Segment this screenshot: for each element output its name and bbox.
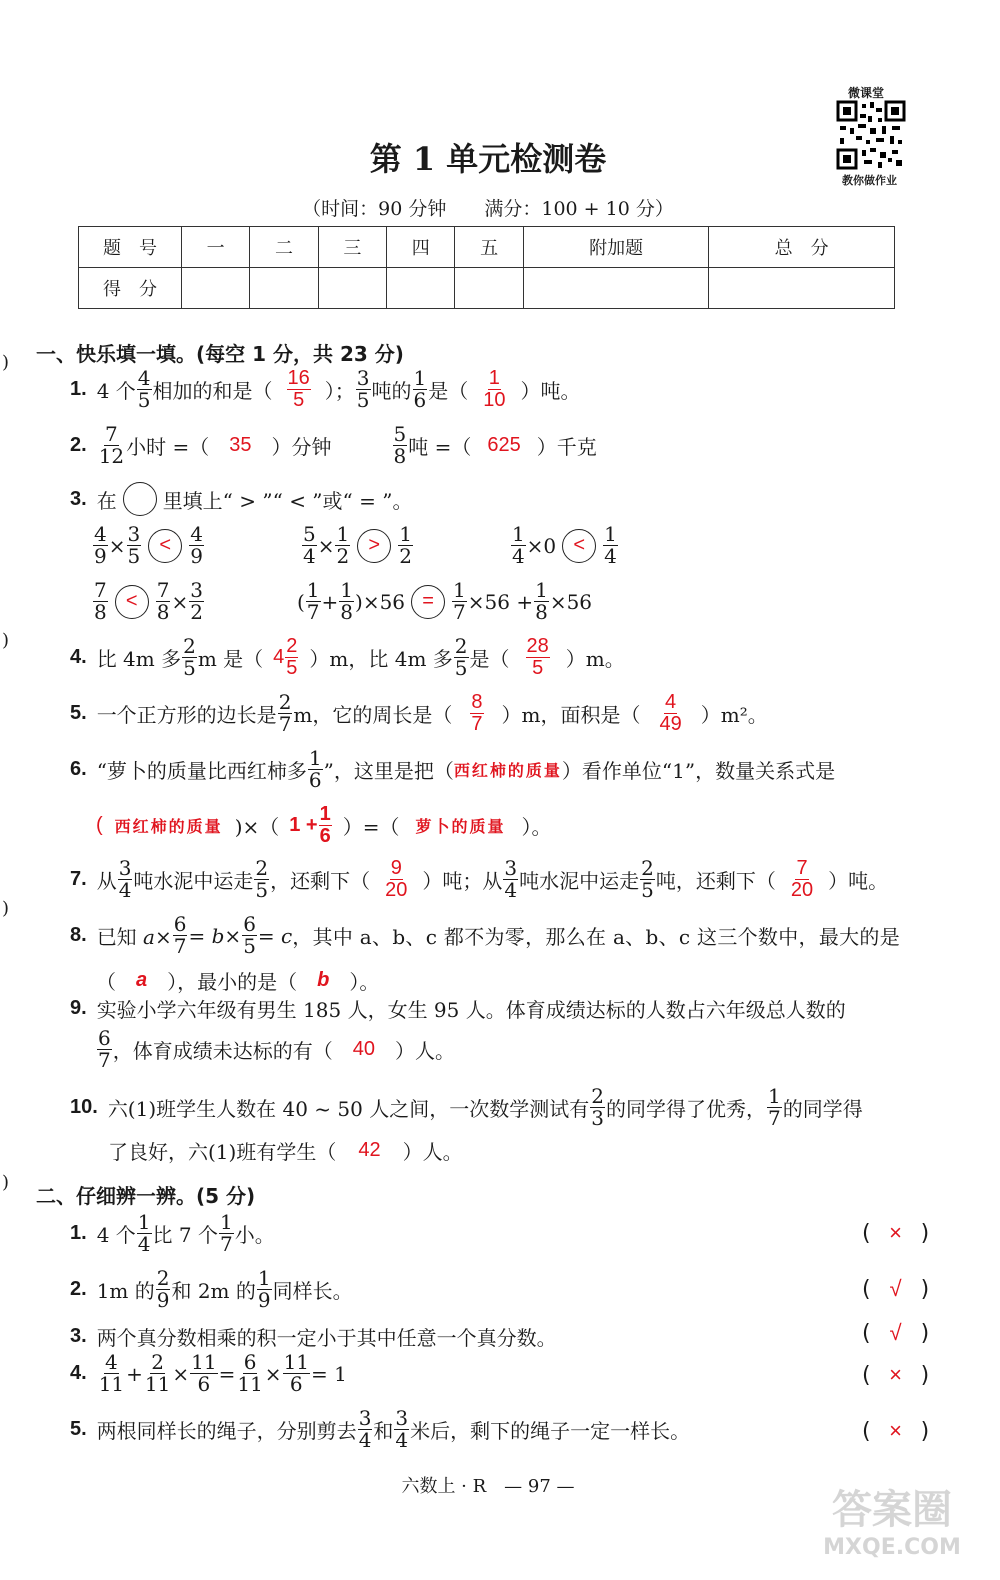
answer-q8-b: b bbox=[317, 969, 330, 991]
score-table-cell: 三 bbox=[318, 227, 386, 268]
binding-mark: ) bbox=[2, 898, 10, 919]
judge-answer-5: ( × ) bbox=[862, 1418, 930, 1444]
judge-item-5: 5. 两根同样长的绳子，分别剪去 $\frac{3}{4}$ 和 $\frac{3}{4}$ 米后，剩下的绳子一定一样长。 bbox=[70, 1406, 691, 1452]
question-2: 2. $\frac{7}{12}$ 小时 =（ 35 ）分钟 $\frac{5}{8}$ 吨 =（ 625 ）千克 bbox=[70, 422, 597, 468]
score-table-cell: 二 bbox=[250, 227, 318, 268]
section1-heading: 一、快乐填一填。(每空 1 分，共 23 分) bbox=[36, 342, 404, 366]
binding-mark: ) bbox=[2, 1172, 10, 1193]
judge-item-1: 1. 4 个 $\frac{1}{4}$ 比 7 个 $\frac{1}{7}$ 小。 bbox=[70, 1210, 275, 1256]
score-table-cell: 五 bbox=[455, 227, 523, 268]
judge-item-4: 4. $\frac{4}{11}$ + $\frac{2}{11}$ × $\frac{11}{6}$ = $\frac{6}{11}$ × $\frac{11}{6}$ = 1 bbox=[70, 1350, 347, 1396]
question-6-text-end: ）看作单位“1”，数量关系式是 bbox=[561, 759, 836, 783]
question-number: 1. bbox=[70, 378, 87, 400]
compare-row-1: $\frac{4}{9}$ × $\frac{3}{5}$ < $\frac{4}{9}$ $\frac{5}{4}$ × $\frac{1}{2}$ > $\frac{1}{2}$ $\frac{1}{4}$ ×0 < $\frac{1}{4}$ bbox=[94, 522, 617, 568]
question-number: 2. bbox=[70, 1278, 87, 1300]
judge-item-2: 2. 1m 的 $\frac{2}{9}$ 和 2m 的 $\frac{1}{9}$ 同样长。 bbox=[70, 1266, 353, 1312]
answer-q1-b: $\frac{1}{10}$ bbox=[483, 367, 506, 411]
qr-label-top: 微课堂 bbox=[848, 86, 885, 100]
score-table-score-row bbox=[79, 268, 895, 309]
answer-q10: 42 bbox=[358, 1139, 381, 1161]
score-table-cell: 总 分 bbox=[709, 227, 895, 268]
watermark-text: 答案圈 bbox=[832, 1487, 952, 1533]
question-number: 8. bbox=[70, 924, 87, 946]
page-title: 第 1 单元检测卷 bbox=[369, 140, 607, 178]
answer-q5-b: $\frac{4}{49}$ bbox=[659, 691, 682, 735]
score-input-cell[interactable] bbox=[182, 268, 250, 309]
judge-item-5-text: 米后，剩下的绳子一定一样长。 bbox=[410, 1419, 691, 1443]
judge-answer-3: ( √ ) bbox=[862, 1320, 930, 1346]
question-number: 5. bbox=[70, 702, 87, 724]
binding-mark: ) bbox=[2, 352, 10, 373]
question-10: 10. 六(1)班学生人数在 40 ~ 50 人之间，一次数学测试有 $\frac{2}{3}$ 的同学得了优秀， $\frac{1}{7}$ 的同学得 bbox=[70, 1084, 863, 1130]
score-table-cell: 一 bbox=[182, 227, 250, 268]
score-input-cell[interactable] bbox=[455, 268, 523, 309]
score-table-cell: 得 分 bbox=[79, 268, 182, 309]
question-6-line2: ( 西红柿的质量 )×（ 1 + $\frac{1}{6}$ ）=（ 萝卜的质量 ）。 bbox=[96, 803, 552, 847]
score-table-cell: 题 号 bbox=[79, 227, 182, 268]
answer-q8-a: a bbox=[136, 969, 148, 991]
compare-row-2: $\frac{7}{8}$ < $\frac{7}{8}$ × $\frac{3}{2}$ ( $\frac{1}{7}$ + $\frac{1}{8}$ )×56 = $\frac{1}{7}$ ×56 + $\frac{1}{8}$ ×56 bbox=[94, 578, 593, 624]
question-9 bbox=[70, 994, 846, 1023]
question-8-line2: （ a ），最小的是（ b ）。 bbox=[96, 969, 380, 994]
score-input-cell[interactable] bbox=[250, 268, 318, 309]
answer-q3-2: > bbox=[357, 529, 391, 563]
question-number: 9. bbox=[70, 997, 87, 1019]
answer-q3-5: = bbox=[411, 585, 445, 619]
blank-circle-icon bbox=[123, 482, 157, 516]
judge-answer-2: ( √ ) bbox=[862, 1276, 930, 1302]
judge-answer-4: ( × ) bbox=[862, 1362, 930, 1388]
score-table-cell: 附加题 bbox=[523, 227, 709, 268]
watermark-logo bbox=[812, 1478, 972, 1568]
question-number: 2. bbox=[70, 434, 87, 456]
question-10-line2: 了良好，六(1)班有学生（ 42 ）人。 bbox=[108, 1136, 463, 1165]
answer-q4-a: 4 $\frac{2}{5}$ bbox=[273, 635, 298, 679]
question-number: 7. bbox=[70, 868, 87, 890]
question-4: 4. 比 4m 多 $\frac{2}{5}$ m 是（ 4 $\frac{2}{5}$ ）m，比 4m 多 $\frac{2}{5}$ 是（ $\frac{28}{5}$ ）m。 bbox=[70, 634, 625, 680]
score-table bbox=[78, 226, 895, 309]
watermark-url: MXQE.COM bbox=[823, 1535, 961, 1560]
answer-q3-4: < bbox=[115, 585, 149, 619]
answer-q6-b: 西红柿的质量 bbox=[114, 817, 223, 836]
question-10-text: 六(1)班学生人数在 40 ~ 50 人之间，一次数学测试有 bbox=[107, 1097, 590, 1121]
question-10-text-end: 的同学得 bbox=[782, 1097, 863, 1121]
judge-item-5-text: 和 bbox=[373, 1419, 394, 1443]
question-5: 5. 一个正方形的边长是 $\frac{2}{7}$ m，它的周长是（ $\frac{8}{7}$ ）m，面积是（ $\frac{4}{49}$ ）m²。 bbox=[70, 690, 768, 736]
binding-mark: ) bbox=[2, 630, 10, 651]
question-number: 6. bbox=[70, 758, 87, 780]
judge-answer-1: ( × ) bbox=[862, 1220, 930, 1246]
question-10-text-mid: 的同学得了优秀， bbox=[605, 1097, 766, 1121]
question-9-text2: ，体育成绩未达标的有（ bbox=[112, 1039, 333, 1063]
question-number: 10. bbox=[70, 1096, 98, 1118]
answer-q3-1: < bbox=[148, 529, 182, 563]
question-3: 3. 在 里填上“ > ”“ < ”或“ = ”。 bbox=[70, 482, 412, 516]
answer-q6-a: 西红柿的质量 bbox=[453, 761, 562, 780]
score-input-cell[interactable] bbox=[709, 268, 895, 309]
question-6: 6. “萝卜的质量比西红柿多 $\frac{1}{6}$ ”，这里是把（ 西红柿的质量 ）看作单位“1”，数量关系式是 bbox=[70, 746, 836, 792]
question-number: 4. bbox=[70, 1362, 87, 1384]
answer-q2-a: 35 bbox=[229, 434, 252, 456]
qr-label-bottom: 教你做作业 bbox=[842, 174, 897, 187]
answer-q1-a: $\frac{16}{5}$ bbox=[287, 367, 310, 411]
answer-q5-a: $\frac{8}{7}$ bbox=[471, 691, 483, 735]
answer-q3-3: < bbox=[562, 529, 596, 563]
question-number: 3. bbox=[70, 1325, 87, 1347]
score-input-cell[interactable] bbox=[387, 268, 455, 309]
page-footer: 六数上 · R — 97 — bbox=[401, 1476, 575, 1497]
score-input-cell[interactable] bbox=[318, 268, 386, 309]
question-9-text: 实验小学六年级有男生 185 人，女生 95 人。体育成绩达标的人数占六年级总人数的 bbox=[96, 998, 846, 1022]
question-10-text2: 了良好，六(1)班有学生（ bbox=[108, 1140, 337, 1164]
score-table-header-row bbox=[79, 227, 895, 268]
question-number: 3. bbox=[70, 487, 87, 510]
answer-q2-b: 625 bbox=[487, 434, 521, 456]
question-6-text: ”，这里是把（ bbox=[323, 759, 454, 783]
judge-item-5-text: 两根同样长的绳子，分别剪去 bbox=[96, 1419, 357, 1443]
score-table-cell: 四 bbox=[387, 227, 455, 268]
page-subtitle: （时间：90 分钟 满分：100 + 10 分） bbox=[302, 198, 674, 220]
question-9-line2: $\frac{6}{7}$ ，体育成绩未达标的有（ 40 ）人。 bbox=[98, 1026, 455, 1072]
score-input-cell[interactable] bbox=[523, 268, 709, 309]
judge-item-3 bbox=[70, 1322, 557, 1351]
question-number: 5. bbox=[70, 1418, 87, 1440]
answer-q9: 40 bbox=[352, 1038, 375, 1060]
answer-q7-b: $\frac{7}{20}$ bbox=[790, 857, 814, 901]
question-1: 1. 4 个 $\frac{4}{5}$ 相加的和是（ $\frac{16}{5}$ ）； $\frac{3}{5}$ 吨的 $\frac{1}{6}$ 是（ $\frac{1}{10}$ ）吨。 bbox=[70, 366, 581, 412]
question-7: 7. 从 $\frac{3}{4}$ 吨水泥中运走 $\frac{2}{5}$ ，还剩下（ $\frac{9}{20}$ ）吨；从 $\frac{3}{4}$ 吨水泥中运走 $\frac{2}{5}$ 吨，还剩下（ $\frac{7}{20}$ ）吨。 bbox=[70, 856, 889, 902]
question-8-text: ，其中 a、b、c 都不为零，那么在 a、b、c 这三个数中，最大的是 bbox=[292, 925, 901, 949]
answer-q6-c: 萝卜的质量 bbox=[415, 817, 506, 836]
answer-q4-b: $\frac{28}{5}$ bbox=[526, 635, 549, 679]
judge-item-3-text: 两个真分数相乘的积一定小于其中任意一个真分数。 bbox=[96, 1326, 557, 1350]
question-number: 1. bbox=[70, 1222, 87, 1244]
section2-heading: 二、仔细辨一辨。(5 分) bbox=[36, 1184, 256, 1208]
question-8: 8. 已知 a× $\frac{6}{7}$ = b× $\frac{6}{5}$ = c ，其中 a、b、c 都不为零，那么在 a、b、c 这三个数中，最大的是 bbox=[70, 912, 901, 958]
question-number: 4. bbox=[70, 646, 87, 668]
question-3-text: 里填上“ > ”“ < ”或“ = ”。 bbox=[162, 488, 413, 513]
answer-q7-a: $\frac{9}{20}$ bbox=[385, 857, 408, 901]
